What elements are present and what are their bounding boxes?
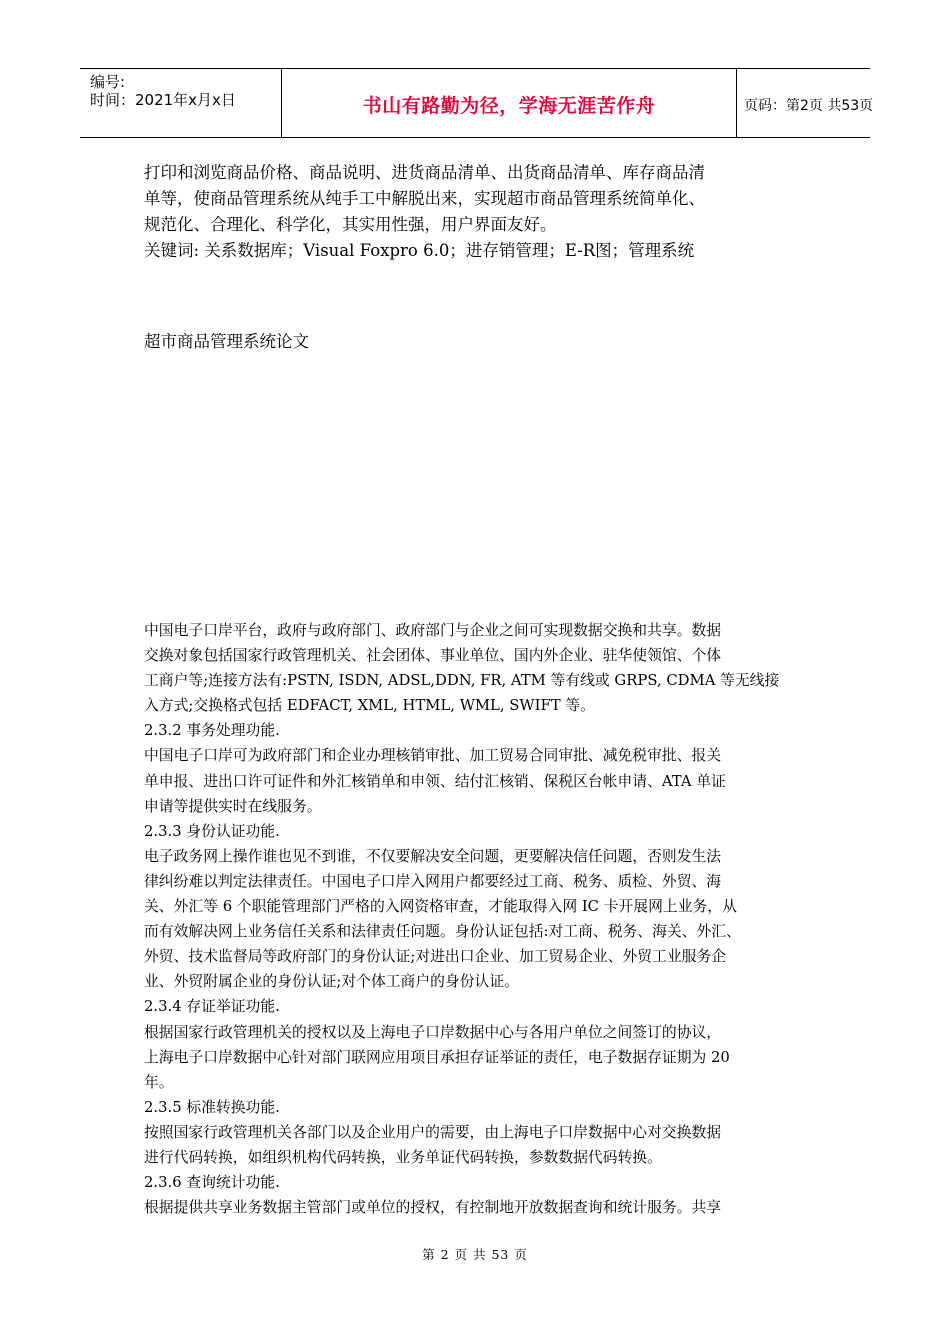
body-line: 电子政务网上操作谁也见不到谁，不仅要解决安全问题，更要解决信任问题，否则发生法 bbox=[144, 847, 722, 865]
body-line: 上海电子口岸数据中心针对部门联网应用项目承担存证举证的责任，电子数据存证期为 20 bbox=[144, 1048, 730, 1066]
body-line: 根据国家行政管理机关的授权以及上海电子口岸数据中心与各用户单位之间签订的协议， bbox=[144, 1023, 722, 1041]
body-line: 中国电子口岸可为政府部门和企业办理核销审批、加工贸易合同审批、减免税审批、报关 bbox=[144, 747, 722, 765]
body-line: 进行代码转换，如组织机构代码转换，业务单证代码转换，参数数据代码转换。 bbox=[144, 1148, 662, 1166]
header-motto-cell bbox=[281, 69, 737, 137]
abstract-block bbox=[144, 160, 844, 264]
body-line: 申请等提供实时在线服务。 bbox=[144, 797, 322, 815]
section-heading: 2.3.5 标准转换功能. bbox=[144, 1098, 280, 1116]
section-heading: 2.3.2 事务处理功能. bbox=[144, 722, 280, 740]
body-line: 业、外贸附属企业的身份认证;对个体工商户的身份认证。 bbox=[144, 973, 519, 991]
section-heading: 2.3.6 查询统计功能. bbox=[144, 1174, 280, 1192]
abstract-line: 打印和浏览商品价格、商品说明、进货商品清单、出货商品清单、库存商品清 bbox=[144, 163, 705, 182]
document-date-label: 时间：2021年x月x日 bbox=[90, 91, 236, 109]
section-heading: 2.3.3 身份认证功能. bbox=[144, 822, 280, 840]
document-number-label: 编号: bbox=[90, 73, 126, 91]
body-line: 年。 bbox=[144, 1073, 174, 1091]
body-line: 外贸、技术监督局等政府部门的身份认证;对进出口企业、加工贸易企业、外贸工业服务企 bbox=[144, 948, 727, 966]
section-heading: 2.3.4 存证举证功能. bbox=[144, 998, 280, 1016]
abstract-line: 单等，使商品管理系统从纯手工中解脱出来，实现超市商品管理系统简单化、 bbox=[144, 189, 705, 208]
body-line: 律纠纷难以判定法律责任。中国电子口岸入网用户都要经过工商、税务、质检、外贸、海 bbox=[144, 872, 722, 890]
header-page-info: 页码：第2页 共53页 bbox=[744, 98, 874, 114]
body-line: 交换对象包括国家行政管理机关、社会团体、事业单位、国内外企业、驻华使领馆、个体 bbox=[144, 647, 722, 665]
abstract-line: 规范化、合理化、科学化，其实用性强，用户界面友好。 bbox=[144, 215, 557, 234]
body-line: 而有效解决网上业务信任关系和法律责任问题。身份认证包括:对工商、税务、海关、外汇、 bbox=[144, 923, 741, 941]
body-text bbox=[144, 618, 816, 1220]
header-page-cell bbox=[736, 69, 874, 137]
body-line: 中国电子口岸平台，政府与政府部门、政府部门与企业之间可实现数据交换和共享。数据 bbox=[144, 622, 722, 639]
page-header bbox=[80, 68, 874, 138]
thesis-title: 超市商品管理系统论文 bbox=[144, 332, 309, 351]
body-line: 按照国家行政管理机关各部门以及企业用户的需要，由上海电子口岸数据中心对交换数据 bbox=[144, 1123, 722, 1141]
header-motto: 书山有路勤为径，学海无涯苦作舟 bbox=[362, 95, 656, 117]
body-line: 入方式;交换格式包括 EDFACT, XML, HTML, WML, SWIFT 等。 bbox=[144, 697, 595, 715]
body-line: 工商户等;连接方法有:PSTN, ISDN, ADSL,DDN, FR, ATM 等有线或 GRPS, CDMA 等无线接 bbox=[144, 672, 780, 690]
page-footer: 第 2 页 共 53 页 bbox=[422, 1247, 528, 1262]
body-line: 关、外汇等 6 个职能管理部门严格的入网资格审查，才能取得入网 IC 卡开展网上业务，从 bbox=[144, 898, 737, 916]
header-meta-cell bbox=[80, 69, 281, 137]
keywords-line: 关键词: 关系数据库；Visual Foxpro 6.0；进存销管理；E-R图；管理系统 bbox=[144, 241, 695, 260]
body-line: 单申报、进出口许可证件和外汇核销单和申领、结付汇核销、保税区台帐申请、ATA 单证 bbox=[144, 772, 726, 790]
body-line: 根据提供共享业务数据主管部门或单位的授权，有控制地开放数据查询和统计服务。共享 bbox=[144, 1199, 722, 1217]
